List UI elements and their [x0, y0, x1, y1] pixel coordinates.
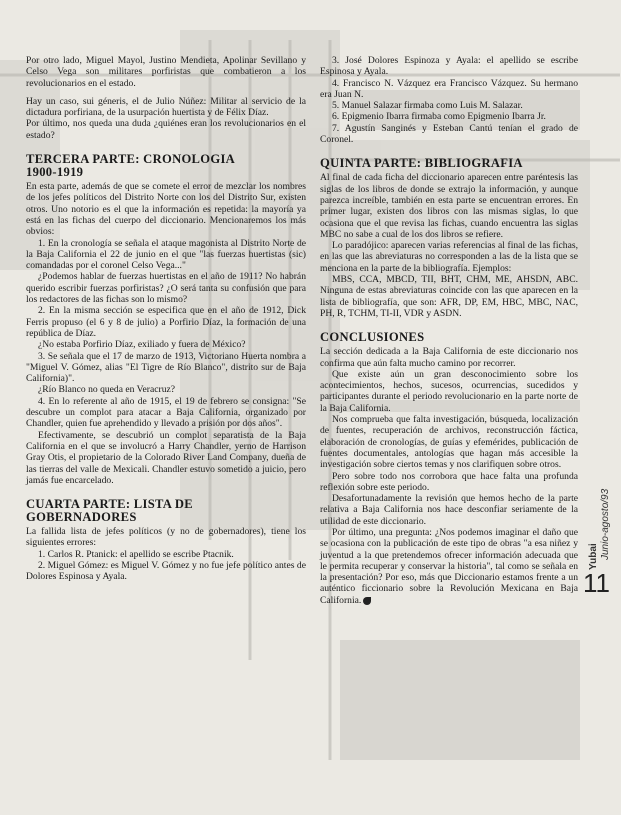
paragraph: ¿Podemos hablar de fuerzas huertistas en el año de 1911? No habrán querido escribir fuerzas porfiristas? ¿O será tanta su confusión que para los redactores de las fichas son lo mismo?	[26, 271, 306, 306]
right-column	[320, 55, 578, 606]
paragraph: Nos comprueba que falta investigación, búsqueda, localización de fuentes, recuperación de archivos, reconstrucción fáctica, elaboración de cronologías, de guías y efemérides, publicación de fuentes documentales, antologías que hagan más accesible la investigación sobre ciertos temas y nos clarifiquen sobre otros.	[320, 414, 578, 471]
closing-text: Por último, una pregunta: ¿Nos podemos imaginar el daño que se ocasiona con la publicación de este tipo de obras "a esa niñez y juventud a la que pretendemos ofrecer información adecuada que le permita recuperar y conservar la historia", tal como se señala en la presentación? Por eso, más que Diccionario estamos frente a un auténtico ficcionario sobre la Revolución Mexicana en Baja California.	[320, 526, 578, 606]
paragraph: Por otro lado, Miguel Mayol, Justino Mendieta, Apolinar Sevillano y Celso Vega son militares porfiristas que combatieron a los revolucionarios en el estado.	[26, 55, 306, 89]
end-mark-icon	[363, 597, 371, 605]
paragraph: 4. Francisco N. Vázquez era Francisco Vázquez. Su hermano era Juan N.	[320, 77, 578, 100]
heading-line: 1900-1919	[26, 165, 84, 180]
section-heading-cuarta	[26, 498, 306, 524]
paragraph: 6. Epigmenio Ibarra firmaba como Epigmenio Ibarra Jr.	[332, 111, 546, 123]
section-heading-cronologia	[26, 153, 306, 179]
publication-name: Yubai	[588, 543, 599, 570]
page-number: 11	[583, 568, 610, 598]
paragraph: ¿No estaba Porfirio Díaz, exiliado y fuera de México?	[38, 339, 246, 351]
left-column	[26, 55, 306, 583]
paragraph: 1. Carlos R. Ptanick: el apellido se escribe Ptacnik.	[38, 548, 234, 560]
paragraph: Lo paradójico: aparecen varias referencias al final de las fichas, en las que las abreviaturas no corresponden a las de la lista que se menciona en la parte de la bibliografía. Ejemplos:	[320, 240, 578, 274]
paragraph: ¿Río Blanco no queda en Veracruz?	[38, 384, 176, 396]
paragraph	[320, 527, 578, 606]
paragraph: 5. Manuel Salazar firmaba como Luis M. Salazar.	[332, 100, 523, 112]
paragraph: 1. En la cronología se señala el ataque magonista al Distrito Norte de la Baja California el 22 de junio en el que "las fuerzas huertistas (sic) comandadas por el coronel Celso Vega..."	[26, 237, 306, 272]
heading-line: CUARTA PARTE: LISTA DE	[26, 497, 194, 512]
paragraph: MBS, CCA, MBCD, TII, BHT, CHM, ME, AHSDN, ABC. Ninguna de estas abreviaturas coincide con las que aparecen en la lista de bibliografía, que son: AFR, DP, EM, HBC, MBC, NAC, PH, R, TCHM, TI-II, VDR y ASDN.	[320, 274, 578, 319]
paragraph: En esta parte, además de que se comete el error de mezclar los nombres de los jefes políticos del Distrito Norte con los del Distrito Sur, existen otros. Uno notorio es el que la información es repetida: la mayoría ya está en las fichas del cuerpo del diccionario. Mencionaremos los más obvios:	[26, 181, 306, 238]
heading-line: GOBERNADORES	[26, 510, 137, 525]
paragraph: 3. Se señala que el 17 de marzo de 1913, Victoriano Huerta nombra a "Miguel V. Gómez, alias "El Tigre de Río Blanco", distrito sur de Baja California)".	[26, 350, 306, 385]
heading-line: TERCERA PARTE: CRONOLOGIA	[26, 152, 236, 167]
section-heading-quinta: QUINTA PARTE: BIBLIOGRAFIA	[320, 156, 523, 171]
paragraph: Al final de cada ficha del diccionario aparecen entre paréntesis las siglas de los libros de donde se extrajo la información, y aunque parezca increíble, también en esta parte se encuentran errores. En primer lugar, existen dos libros con las mismas siglas, lo que ocasiona que el que revisa las fichas, cuando encuentra las siglas MBC no sabe a cual de los dos libros se refiere.	[320, 172, 578, 240]
paragraph: Por último, nos queda una duda ¿quiénes eran los revolucionarios en el estado?	[26, 118, 306, 141]
paragraph: Que existe aún un gran desconocimiento sobre los acontecimientos, hechos, sucesos, ocurrencias, sucedidos y participantes durante el periodo revolucionario en la parte norte de la Baja California.	[320, 368, 578, 414]
paragraph: 4. En lo referente al año de 1915, el 19 de febrero se consigna: "Se descubre un complot para atacar a Baja California, organizado por Chandler, quien fue aprehendido y llevado a prisión por dos años".	[26, 395, 306, 430]
paragraph: Desafortunadamente la revisión que hemos hecho de la parte relativa a Baja California nos hace desconfiar seriamente de la utilidad de este diccionario.	[320, 493, 578, 527]
paragraph: 2. En la misma sección se especifica que en el año de 1912, Dick Ferris propuso (el 6 y 8 de julio) a Porfirio Díaz, la formación de una república de Díaz.	[26, 305, 306, 339]
paragraph: Efectivamente, se descubrió un complot separatista de la Baja California en el que se involucró a Harry Chandler, yerno de Harrison Gray Otis, el propietario de la Colorado River Land Company, dueña de las tierras del valle de Mexicali. Chandler estuvo sometido a juicio, pero jamás fue encarcelado.	[26, 429, 306, 486]
paragraph: 7. Agustín Sanginés y Esteban Cantú tenían el grado de Coronel.	[320, 122, 578, 146]
paragraph: La sección dedicada a la Baja California de este diccionario nos confirma que aún falta mucho camino por recorrer.	[320, 346, 578, 369]
paragraph: La fallida lista de jefes políticos (y no de gobernadores), tiene los siguientes errores:	[26, 526, 306, 549]
issue-date: Junio-agosto/93	[600, 488, 611, 560]
section-heading-conclusiones: CONCLUSIONES	[320, 330, 425, 345]
paragraph: 2. Miguel Gómez: es Miguel V. Gómez y no fue jefe político antes de Dolores Espinosa y Ayala.	[26, 559, 306, 583]
paragraph: Pero sobre todo nos corrobora que hace falta una profunda reflexión sobre este periodo.	[320, 470, 578, 493]
paragraph: Hay un caso, sui géneris, el de Julio Núñez: Militar al servicio de la dictadura porfiriana, de la usurpación huertista y de Félix Díaz.	[26, 95, 306, 119]
paragraph: 3. José Dolores Espinoza y Ayala: el apellido se escribe Espinosa y Ayala.	[320, 55, 578, 78]
